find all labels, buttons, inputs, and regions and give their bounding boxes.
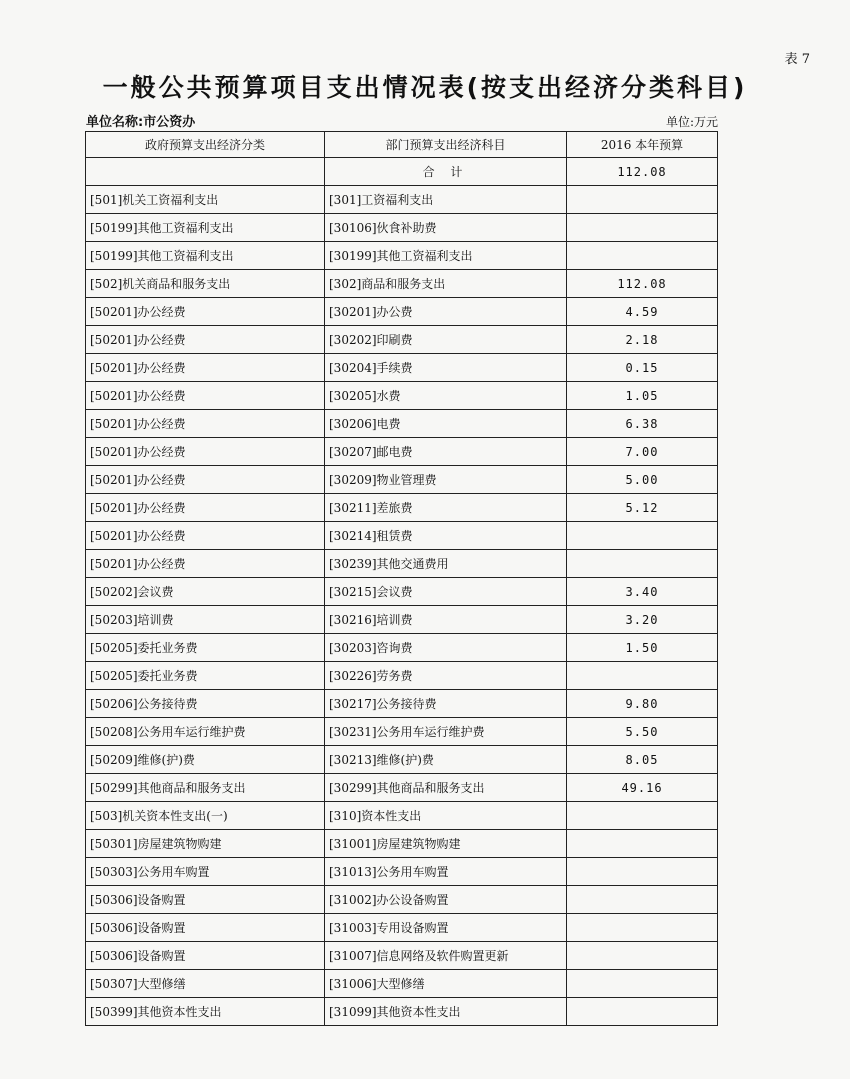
budget-value-cell xyxy=(567,914,718,942)
gov-class-cell: [50201]办公经费 xyxy=(86,298,325,326)
budget-value-cell xyxy=(567,886,718,914)
table-row xyxy=(86,382,718,410)
gov-class-cell: [50208]公务用车运行维护费 xyxy=(86,718,325,746)
gov-class-cell: [50201]办公经费 xyxy=(86,522,325,550)
dept-class-cell: [30216]培训费 xyxy=(325,606,567,634)
dept-class-cell: [301]工资福利支出 xyxy=(325,186,567,214)
gov-class-cell: [50306]设备购置 xyxy=(86,914,325,942)
table-row xyxy=(86,186,718,214)
budget-value-cell: 2.18 xyxy=(567,326,718,354)
dept-class-cell: [30209]物业管理费 xyxy=(325,466,567,494)
dept-class-cell: [30203]咨询费 xyxy=(325,634,567,662)
table-row xyxy=(86,522,718,550)
dept-class-cell: [30205]水费 xyxy=(325,382,567,410)
dept-class-cell: [30215]会议费 xyxy=(325,578,567,606)
table-row xyxy=(86,606,718,634)
dept-class-cell: [30211]差旅费 xyxy=(325,494,567,522)
column-header-dept-class: 部门预算支出经济科目 xyxy=(325,132,567,158)
gov-class-cell: [50201]办公经费 xyxy=(86,382,325,410)
budget-value-cell xyxy=(567,550,718,578)
dept-class-cell: [30231]公务用车运行维护费 xyxy=(325,718,567,746)
table-row xyxy=(86,214,718,242)
table-row xyxy=(86,858,718,886)
gov-class-cell: [50301]房屋建筑物购建 xyxy=(86,830,325,858)
budget-value-cell xyxy=(567,970,718,998)
dept-class-cell: [30199]其他工资福利支出 xyxy=(325,242,567,270)
gov-class-cell: [50201]办公经费 xyxy=(86,326,325,354)
gov-class-cell: [50205]委托业务费 xyxy=(86,662,325,690)
table-row xyxy=(86,298,718,326)
gov-class-cell: [50201]办公经费 xyxy=(86,550,325,578)
table-row xyxy=(86,326,718,354)
gov-class-cell: [502]机关商品和服务支出 xyxy=(86,270,325,298)
budget-value-cell: 3.20 xyxy=(567,606,718,634)
table-row xyxy=(86,718,718,746)
gov-class-cell: [50201]办公经费 xyxy=(86,410,325,438)
gov-class-cell: [50399]其他资本性支出 xyxy=(86,998,325,1026)
column-header-gov-class: 政府预算支出经济分类 xyxy=(86,132,325,158)
dept-class-cell: [302]商品和服务支出 xyxy=(325,270,567,298)
budget-value-cell: 7.00 xyxy=(567,438,718,466)
table-row xyxy=(86,242,718,270)
total-label: 合 计 xyxy=(325,158,567,186)
column-header-budget: 2016 本年预算 xyxy=(567,132,718,158)
dept-class-cell: [31013]公务用车购置 xyxy=(325,858,567,886)
gov-class-cell: [50307]大型修缮 xyxy=(86,970,325,998)
gov-class-cell: [50201]办公经费 xyxy=(86,354,325,382)
budget-value-cell: 0.15 xyxy=(567,354,718,382)
budget-value-cell xyxy=(567,998,718,1026)
dept-class-cell: [30204]手续费 xyxy=(325,354,567,382)
dept-class-cell: [30226]劳务费 xyxy=(325,662,567,690)
table-row xyxy=(86,354,718,382)
table-row xyxy=(86,914,718,942)
table-row xyxy=(86,438,718,466)
gov-class-cell: [50206]公务接待费 xyxy=(86,690,325,718)
gov-class-cell: [503]机关资本性支出(一) xyxy=(86,802,325,830)
unit-measure: 单位:万元 xyxy=(665,115,718,129)
budget-value-cell: 6.38 xyxy=(567,410,718,438)
dept-class-cell: [31006]大型修缮 xyxy=(325,970,567,998)
gov-class-cell: [50201]办公经费 xyxy=(86,494,325,522)
gov-class-cell: [50205]委托业务费 xyxy=(86,634,325,662)
gov-class-cell: [50201]办公经费 xyxy=(86,466,325,494)
dept-class-cell: [30206]电费 xyxy=(325,410,567,438)
table-header-row xyxy=(86,132,718,158)
budget-table xyxy=(85,131,718,1026)
dept-class-cell: [30106]伙食补助费 xyxy=(325,214,567,242)
dept-class-cell: [31099]其他资本性支出 xyxy=(325,998,567,1026)
dept-class-cell: [31002]办公设备购置 xyxy=(325,886,567,914)
budget-value-cell xyxy=(567,858,718,886)
gov-class-cell: [501]机关工资福利支出 xyxy=(86,186,325,214)
budget-value-cell: 3.40 xyxy=(567,578,718,606)
dept-class-cell: [30214]租赁费 xyxy=(325,522,567,550)
table-row xyxy=(86,830,718,858)
total-gov-cell xyxy=(86,158,325,186)
budget-value-cell xyxy=(567,522,718,550)
dept-class-cell: [30207]邮电费 xyxy=(325,438,567,466)
gov-class-cell: [50299]其他商品和服务支出 xyxy=(86,774,325,802)
dept-class-cell: [30201]办公费 xyxy=(325,298,567,326)
dept-class-cell: [31001]房屋建筑物购建 xyxy=(325,830,567,858)
gov-class-cell: [50201]办公经费 xyxy=(86,438,325,466)
table-row xyxy=(86,690,718,718)
unit-name: 单位名称:市公资办 xyxy=(86,115,196,130)
gov-class-cell: [50202]会议费 xyxy=(86,578,325,606)
table-row xyxy=(86,942,718,970)
dept-class-cell: [30202]印刷费 xyxy=(325,326,567,354)
dept-class-cell: [30213]维修(护)费 xyxy=(325,746,567,774)
table-number: 表 7 xyxy=(784,52,810,67)
dept-class-cell: [30299]其他商品和服务支出 xyxy=(325,774,567,802)
dept-class-cell: [30217]公务接待费 xyxy=(325,690,567,718)
budget-value-cell: 5.12 xyxy=(567,494,718,522)
budget-value-cell: 112.08 xyxy=(567,270,718,298)
budget-value-cell: 1.05 xyxy=(567,382,718,410)
table-row xyxy=(86,970,718,998)
budget-value-cell xyxy=(567,186,718,214)
table-row xyxy=(86,494,718,522)
table-row xyxy=(86,410,718,438)
budget-value-cell: 8.05 xyxy=(567,746,718,774)
page-title: 一般公共预算项目支出情况表(按支出经济分类科目) xyxy=(102,73,748,102)
table-row xyxy=(86,550,718,578)
table-row xyxy=(86,774,718,802)
dept-class-cell: [310]资本性支出 xyxy=(325,802,567,830)
budget-value-cell: 1.50 xyxy=(567,634,718,662)
total-value: 112.08 xyxy=(567,158,718,186)
gov-class-cell: [50199]其他工资福利支出 xyxy=(86,214,325,242)
table-row xyxy=(86,578,718,606)
table-row xyxy=(86,886,718,914)
budget-value-cell: 5.00 xyxy=(567,466,718,494)
dept-class-cell: [31003]专用设备购置 xyxy=(325,914,567,942)
table-row xyxy=(86,634,718,662)
table-row xyxy=(86,662,718,690)
budget-value-cell xyxy=(567,942,718,970)
table-row xyxy=(86,802,718,830)
gov-class-cell: [50209]维修(护)费 xyxy=(86,746,325,774)
budget-value-cell: 49.16 xyxy=(567,774,718,802)
gov-class-cell: [50306]设备购置 xyxy=(86,886,325,914)
budget-value-cell xyxy=(567,802,718,830)
dept-class-cell: [30239]其他交通费用 xyxy=(325,550,567,578)
budget-value-cell xyxy=(567,242,718,270)
table-row xyxy=(86,270,718,298)
gov-class-cell: [50203]培训费 xyxy=(86,606,325,634)
gov-class-cell: [50199]其他工资福利支出 xyxy=(86,242,325,270)
budget-value-cell xyxy=(567,830,718,858)
budget-value-cell: 4.59 xyxy=(567,298,718,326)
table-row xyxy=(86,998,718,1026)
total-row xyxy=(86,158,718,186)
budget-value-cell xyxy=(567,214,718,242)
budget-value-cell xyxy=(567,662,718,690)
dept-class-cell: [31007]信息网络及软件购置更新 xyxy=(325,942,567,970)
gov-class-cell: [50306]设备购置 xyxy=(86,942,325,970)
table-row xyxy=(86,746,718,774)
budget-value-cell: 5.50 xyxy=(567,718,718,746)
table-row xyxy=(86,466,718,494)
gov-class-cell: [50303]公务用车购置 xyxy=(86,858,325,886)
budget-value-cell: 9.80 xyxy=(567,690,718,718)
